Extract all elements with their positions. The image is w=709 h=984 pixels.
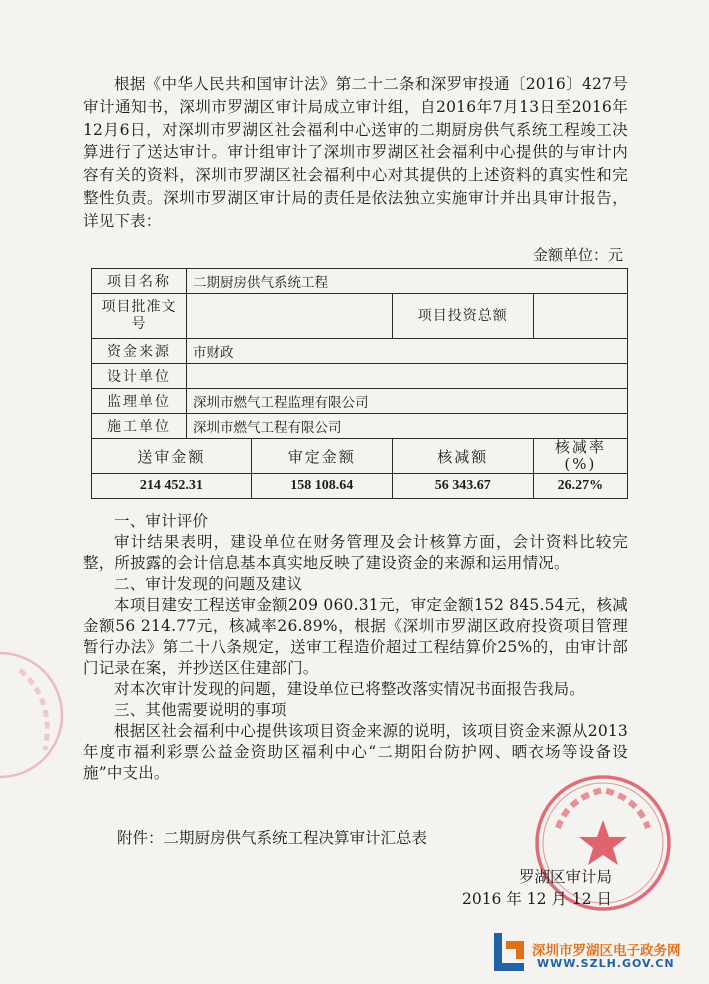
section-1-title: 一、审计评价	[114, 512, 209, 530]
section-2-text-2: 对本次审计发现的问题，建设单位已将整改落实情况书面报告我局。	[114, 680, 586, 698]
approved-amount: 158 108.64	[251, 474, 392, 499]
amount-unit-label: 金额单位：元	[532, 246, 623, 264]
project-name-value: 二期厨房供气系统工程	[187, 269, 628, 294]
construction-unit-label: 施工单位	[92, 414, 187, 439]
section-2-text: 本项目建安工程送审金额209 060.31元，审定金额152 845.54元，核减金额56 214.77元，核减率26.89%，根据《深圳市罗湖区政府投资项目管理暂行办法》第二十八条规定，送审工程造价超过工程结算价25%的，由审计部门记录在案，并抄送区住建部门。	[83, 596, 628, 677]
approval-number-label: 项目批准文号	[92, 294, 187, 339]
col-submitted-amount: 送审金额	[92, 439, 252, 474]
report-body	[83, 511, 628, 784]
col-reduction-amount: 核减额	[392, 439, 533, 474]
section-3-text: 根据区社会福利中心提供该项目资金来源的说明，该项目资金来源从2013年度市福利彩票公益金资助区福利中心“二期阳台防护网、晒衣场等设备设施”中支出。	[83, 722, 628, 782]
lh-logo-icon	[490, 931, 530, 975]
section-2-title: 二、审计发现的问题及建议	[114, 575, 303, 593]
signature-date: 2016 年 12 月 12 日	[461, 890, 612, 908]
total-investment-label: 项目投资总额	[392, 294, 533, 339]
col-approved-amount: 审定金额	[251, 439, 392, 474]
submitted-amount: 214 452.31	[92, 474, 252, 499]
design-unit-value	[187, 364, 628, 389]
fund-source-value: 市财政	[187, 339, 628, 364]
supervision-unit-label: 监理单位	[92, 389, 187, 414]
section-1-text: 审计结果表明，建设单位在财务管理及会计核算方面，会计资料比较完整，所披露的会计信息基本真实地反映了建设资金的来源和运用情况。	[83, 533, 628, 572]
design-unit-label: 设计单位	[92, 364, 187, 389]
reduction-rate: 26.27%	[533, 474, 627, 499]
audit-summary-table	[91, 268, 628, 499]
partial-seal-icon	[0, 640, 70, 790]
approval-number-value	[187, 294, 393, 339]
total-investment-value	[533, 294, 627, 339]
section-3-title: 三、其他需要说明的事项	[114, 701, 287, 719]
signature-block	[462, 866, 612, 910]
col-reduction-rate: 核减率(%)	[533, 439, 627, 474]
project-name-label: 项目名称	[92, 269, 187, 294]
intro-paragraph: 根据《中华人民共和国审计法》第二十二条和深罗审投通〔2016〕427号审计通知书，深圳市罗湖区审计局成立审计组，自2016年7月13日至2016年12月6日，对深圳市罗湖区社会福利中心送审的二期厨房供气系统工程竣工决算进行了送达审计。审计组审计了深圳市罗湖区社会福利中心提供的与审计内容有关的资料，深圳市罗湖区社会福利中心对其提供的上述资料的真实性和完整性负责。深圳市罗湖区审计局的责任是依法独立实施审计并出具审计报告，详见下表：	[83, 75, 628, 230]
reduction-amount: 56 343.67	[392, 474, 533, 499]
construction-unit-value: 深圳市燃气工程有限公司	[187, 414, 628, 439]
logo-site-url: WWW.SZLH.GOV.CN	[537, 957, 675, 970]
fund-source-label: 资金来源	[92, 339, 187, 364]
attachment-note: 附件：二期厨房供气系统工程决算审计汇总表	[117, 829, 428, 847]
site-logo	[490, 929, 690, 977]
logo-site-name: 深圳市罗湖区电子政务网	[532, 943, 681, 959]
signature-org: 罗湖区审计局	[518, 868, 612, 886]
supervision-unit-value: 深圳市燃气工程监理有限公司	[187, 389, 628, 414]
